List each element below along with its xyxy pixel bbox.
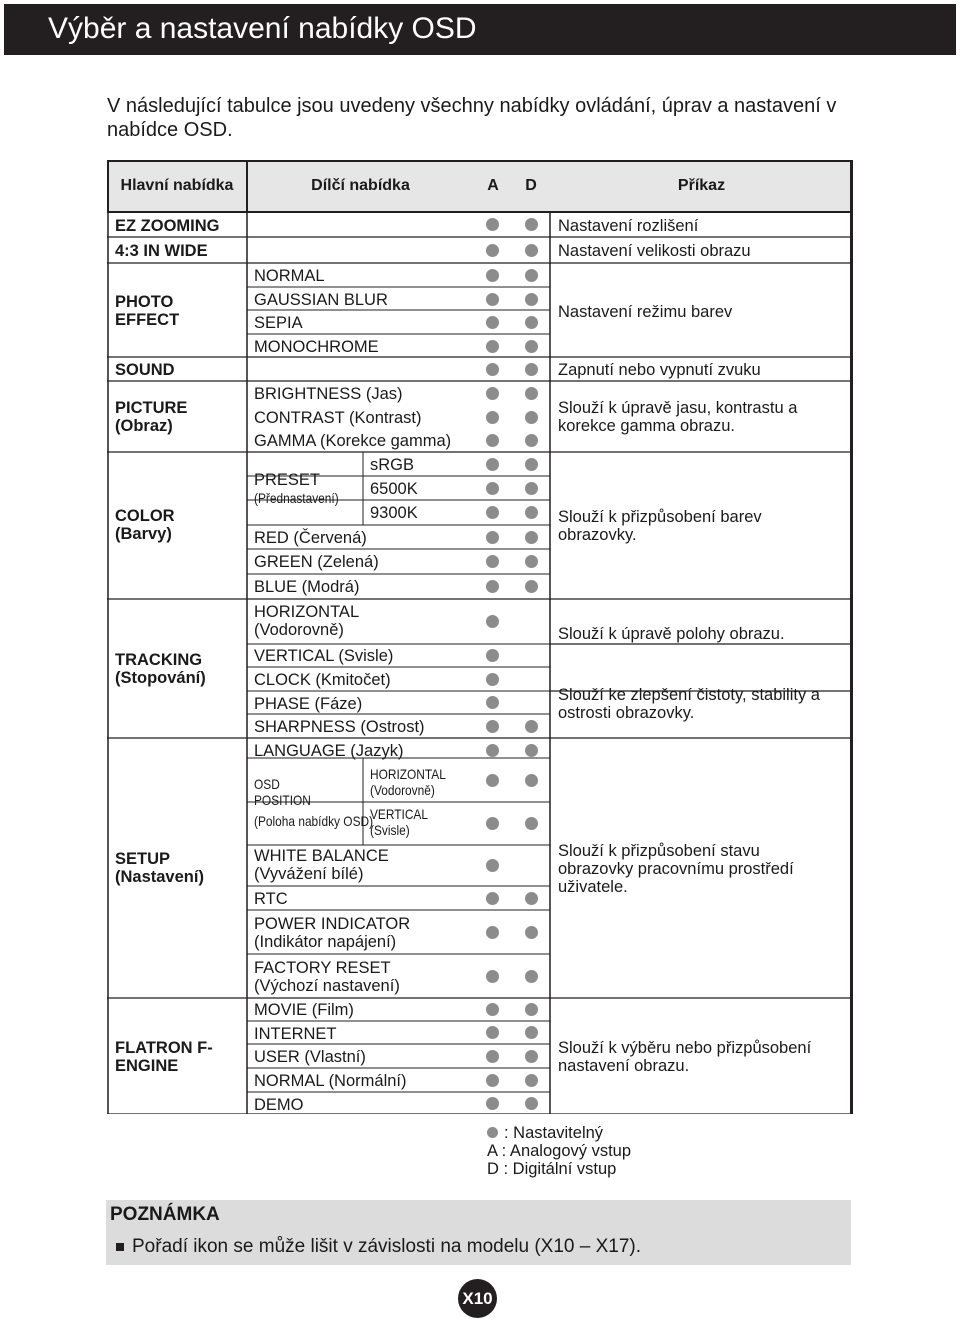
adjustable-dot-analog xyxy=(486,649,499,662)
page-header-bar xyxy=(4,4,956,55)
adjustable-dot-analog xyxy=(486,269,499,282)
adjustable-dot-analog xyxy=(486,340,499,353)
adjustable-dot-analog xyxy=(486,774,499,787)
note-text: Pořadí ikon se může lišit v závislosti na modelu (X10 – X17). xyxy=(132,1236,642,1257)
submenu-preset: PRESET xyxy=(254,471,321,489)
adjustable-dot-analog xyxy=(486,434,499,447)
adjustable-dot-analog xyxy=(486,1097,499,1110)
main-color: COLOR (Barvy) xyxy=(115,507,175,543)
command-position: Slouží k úpravě polohy obrazu. xyxy=(558,625,785,643)
submenu-clock: CLOCK (Kmitočet) xyxy=(254,671,391,689)
adjustable-dot-analog xyxy=(486,926,499,939)
main-photo-effect: PHOTO EFFECT xyxy=(115,293,180,329)
adjustable-dot-analog xyxy=(486,615,499,628)
adjustable-dot-digital xyxy=(525,434,538,447)
submenu-6500k: 6500K xyxy=(370,480,418,498)
adjustable-dot-digital xyxy=(525,293,538,306)
submenu-language: LANGUAGE (Jazyk) xyxy=(254,742,404,760)
adjustable-dot-analog xyxy=(486,1050,499,1063)
adjustable-dot-analog xyxy=(486,859,499,872)
adjustable-dot-analog xyxy=(486,720,499,733)
submenu-osd-position: OSD POSITION xyxy=(254,776,311,808)
note-box xyxy=(106,1200,851,1265)
adjustable-dot-digital xyxy=(525,580,538,593)
main-sound: SOUND xyxy=(115,361,175,379)
submenu-gaussian-blur: GAUSSIAN BLUR xyxy=(254,291,388,309)
command-resolution: Nastavení rozlišení xyxy=(558,217,699,235)
table-grid xyxy=(107,160,853,1114)
command-picture: Slouží k úpravě jasu, kontrastu a korekce gamma obrazu. xyxy=(558,399,798,435)
submenu-internet: INTERNET xyxy=(254,1025,337,1043)
adjustable-dot-analog xyxy=(486,458,499,471)
adjustable-dot-digital xyxy=(525,744,538,757)
adjustable-dot-analog xyxy=(486,673,499,686)
note-title: POZNÁMKA xyxy=(110,1204,220,1225)
adjustable-dot-digital xyxy=(525,720,538,733)
header-digital: D xyxy=(525,177,537,194)
adjustable-dot-analog xyxy=(486,1003,499,1016)
submenu-osd-vertical: VERTICAL (Svisle) xyxy=(370,806,428,838)
submenu-normal-normalni: NORMAL (Normální) xyxy=(254,1072,407,1090)
adjustable-dot-analog xyxy=(486,892,499,905)
submenu-monochrome: MONOCHROME xyxy=(254,338,379,356)
adjustable-dot-digital xyxy=(525,411,538,424)
intro-paragraph: V následující tabulce jsou uvedeny všechny nabídky ovládání, úprav a nastavení v nabídce OSD. xyxy=(107,95,837,141)
adjustable-dot-analog xyxy=(486,1074,499,1087)
submenu-contrast: CONTRAST (Kontrast) xyxy=(254,409,422,427)
adjustable-dot-analog xyxy=(486,696,499,709)
submenu-blue: BLUE (Modrá) xyxy=(254,578,360,596)
submenu-white-balance: WHITE BALANCE (Vyvážení bílé) xyxy=(254,847,389,883)
page-title: Výběr a nastavení nabídky OSD xyxy=(48,12,477,45)
submenu-red: RED (Červená) xyxy=(254,529,367,547)
submenu-horizontal: HORIZONTAL (Vodorovně) xyxy=(254,603,359,639)
adjustable-dot-digital xyxy=(525,269,538,282)
main-4-3-in-wide: 4:3 IN WIDE xyxy=(115,242,208,260)
adjustable-dot-analog xyxy=(486,411,499,424)
adjustable-dot-digital xyxy=(525,363,538,376)
adjustable-dot-digital xyxy=(525,774,538,787)
osd-menu-table xyxy=(107,160,853,1114)
main-ez-zooming: EZ ZOOMING xyxy=(115,217,220,235)
adjustable-dot-digital xyxy=(525,1026,538,1039)
header-main-menu: Hlavní nabídka xyxy=(120,177,234,194)
command-color: Slouží k přizpůsobení barev obrazovky. xyxy=(558,508,762,544)
note-bullet-icon xyxy=(116,1243,124,1251)
submenu-srgb: sRGB xyxy=(370,456,415,474)
submenu-gamma: GAMMA (Korekce gamma) xyxy=(254,432,452,450)
legend-analog: A : Analogový vstup xyxy=(487,1142,632,1160)
command-f-engine: Slouží k výběru nebo přizpůsobení nastavení obrazu. xyxy=(558,1039,812,1075)
adjustable-dot-analog xyxy=(486,506,499,519)
adjustable-dot-digital xyxy=(525,555,538,568)
header-submenu: Dílčí nabídka xyxy=(311,177,410,194)
legend xyxy=(487,1124,631,1178)
adjustable-dot-analog xyxy=(486,555,499,568)
command-color-mode: Nastavení režimu barev xyxy=(558,303,733,321)
submenu-brightness: BRIGHTNESS (Jas) xyxy=(254,385,403,403)
adjustable-dot-analog xyxy=(486,363,499,376)
submenu-user: USER (Vlastní) xyxy=(254,1048,366,1066)
main-flatron-f-engine: FLATRON F-ENGINE xyxy=(115,1039,213,1075)
page-number-badge: X10 xyxy=(458,1279,497,1318)
legend-adjustable: : Nastavitelný xyxy=(487,1124,631,1142)
submenu-sharpness: SHARPNESS (Ostrost) xyxy=(254,718,425,736)
adjustable-dot-analog xyxy=(486,817,499,830)
submenu-osd-position-note: (Poloha nabídky OSD) xyxy=(254,813,374,829)
command-sound: Zapnutí nebo vypnutí zvuku xyxy=(558,361,761,379)
adjustable-dot-analog xyxy=(486,293,499,306)
header-analog: A xyxy=(487,177,499,194)
adjustable-dot-analog xyxy=(486,531,499,544)
legend-digital: D : Digitální vstup xyxy=(487,1160,617,1178)
adjustable-dot-digital xyxy=(525,892,538,905)
adjustable-dot-analog xyxy=(486,387,499,400)
adjustable-dot-digital xyxy=(525,387,538,400)
submenu-movie: MOVIE (Film) xyxy=(254,1001,354,1019)
adjustable-dot-digital xyxy=(525,340,538,353)
adjustable-dot-analog xyxy=(486,316,499,329)
adjustable-dot-analog xyxy=(486,244,499,257)
submenu-factory-reset: FACTORY RESET (Výchozí nastavení) xyxy=(254,959,400,995)
adjustable-dot-digital xyxy=(525,1074,538,1087)
submenu-vertical: VERTICAL (Svisle) xyxy=(254,647,394,665)
adjustable-dot-analog xyxy=(486,482,499,495)
submenu-sepia: SEPIA xyxy=(254,314,303,332)
adjustable-dot-digital xyxy=(525,1003,538,1016)
adjustable-dot-digital xyxy=(525,506,538,519)
submenu-9300k: 9300K xyxy=(370,504,418,522)
submenu-osd-horizontal: HORIZONTAL (Vodorovně) xyxy=(370,766,446,798)
adjustable-dot-digital xyxy=(525,1097,538,1110)
header-command: Příkaz xyxy=(677,177,726,194)
submenu-green: GREEN (Zelená) xyxy=(254,553,379,571)
adjustable-dot-analog xyxy=(486,970,499,983)
legend-dot-icon xyxy=(487,1127,498,1138)
adjustable-dot-analog xyxy=(486,580,499,593)
adjustable-dot-digital xyxy=(525,1050,538,1063)
adjustable-dot-digital xyxy=(525,482,538,495)
adjustable-dot-digital xyxy=(525,244,538,257)
adjustable-dot-analog xyxy=(486,744,499,757)
adjustable-dot-analog xyxy=(486,1026,499,1039)
adjustable-dot-digital xyxy=(525,531,538,544)
main-picture: PICTURE (Obraz) xyxy=(115,399,188,435)
submenu-rtc: RTC xyxy=(254,890,288,908)
submenu-demo: DEMO xyxy=(254,1096,304,1114)
command-clarity: Slouží ke zlepšení čistoty, stability a ostrosti obrazovky. xyxy=(558,686,820,722)
adjustable-dot-digital xyxy=(525,218,538,231)
submenu-power-indicator: POWER INDICATOR (Indikátor napájení) xyxy=(254,915,411,951)
adjustable-dot-digital xyxy=(525,458,538,471)
submenu-normal: NORMAL xyxy=(254,267,325,285)
adjustable-dot-digital xyxy=(525,970,538,983)
main-setup: SETUP (Nastavení) xyxy=(115,850,204,886)
command-image-size: Nastavení velikosti obrazu xyxy=(558,242,751,260)
main-tracking: TRACKING (Stopování) xyxy=(115,651,206,687)
adjustable-dot-digital xyxy=(525,926,538,939)
adjustable-dot-analog xyxy=(486,218,499,231)
submenu-phase: PHASE (Fáze) xyxy=(254,695,363,713)
submenu-preset-note: (Přednastavení) xyxy=(254,490,339,506)
adjustable-dot-digital xyxy=(525,316,538,329)
command-setup: Slouží k přizpůsobení stavu obrazovky pracovnímu prostředí uživatele. xyxy=(558,842,794,896)
adjustable-dot-digital xyxy=(525,817,538,830)
